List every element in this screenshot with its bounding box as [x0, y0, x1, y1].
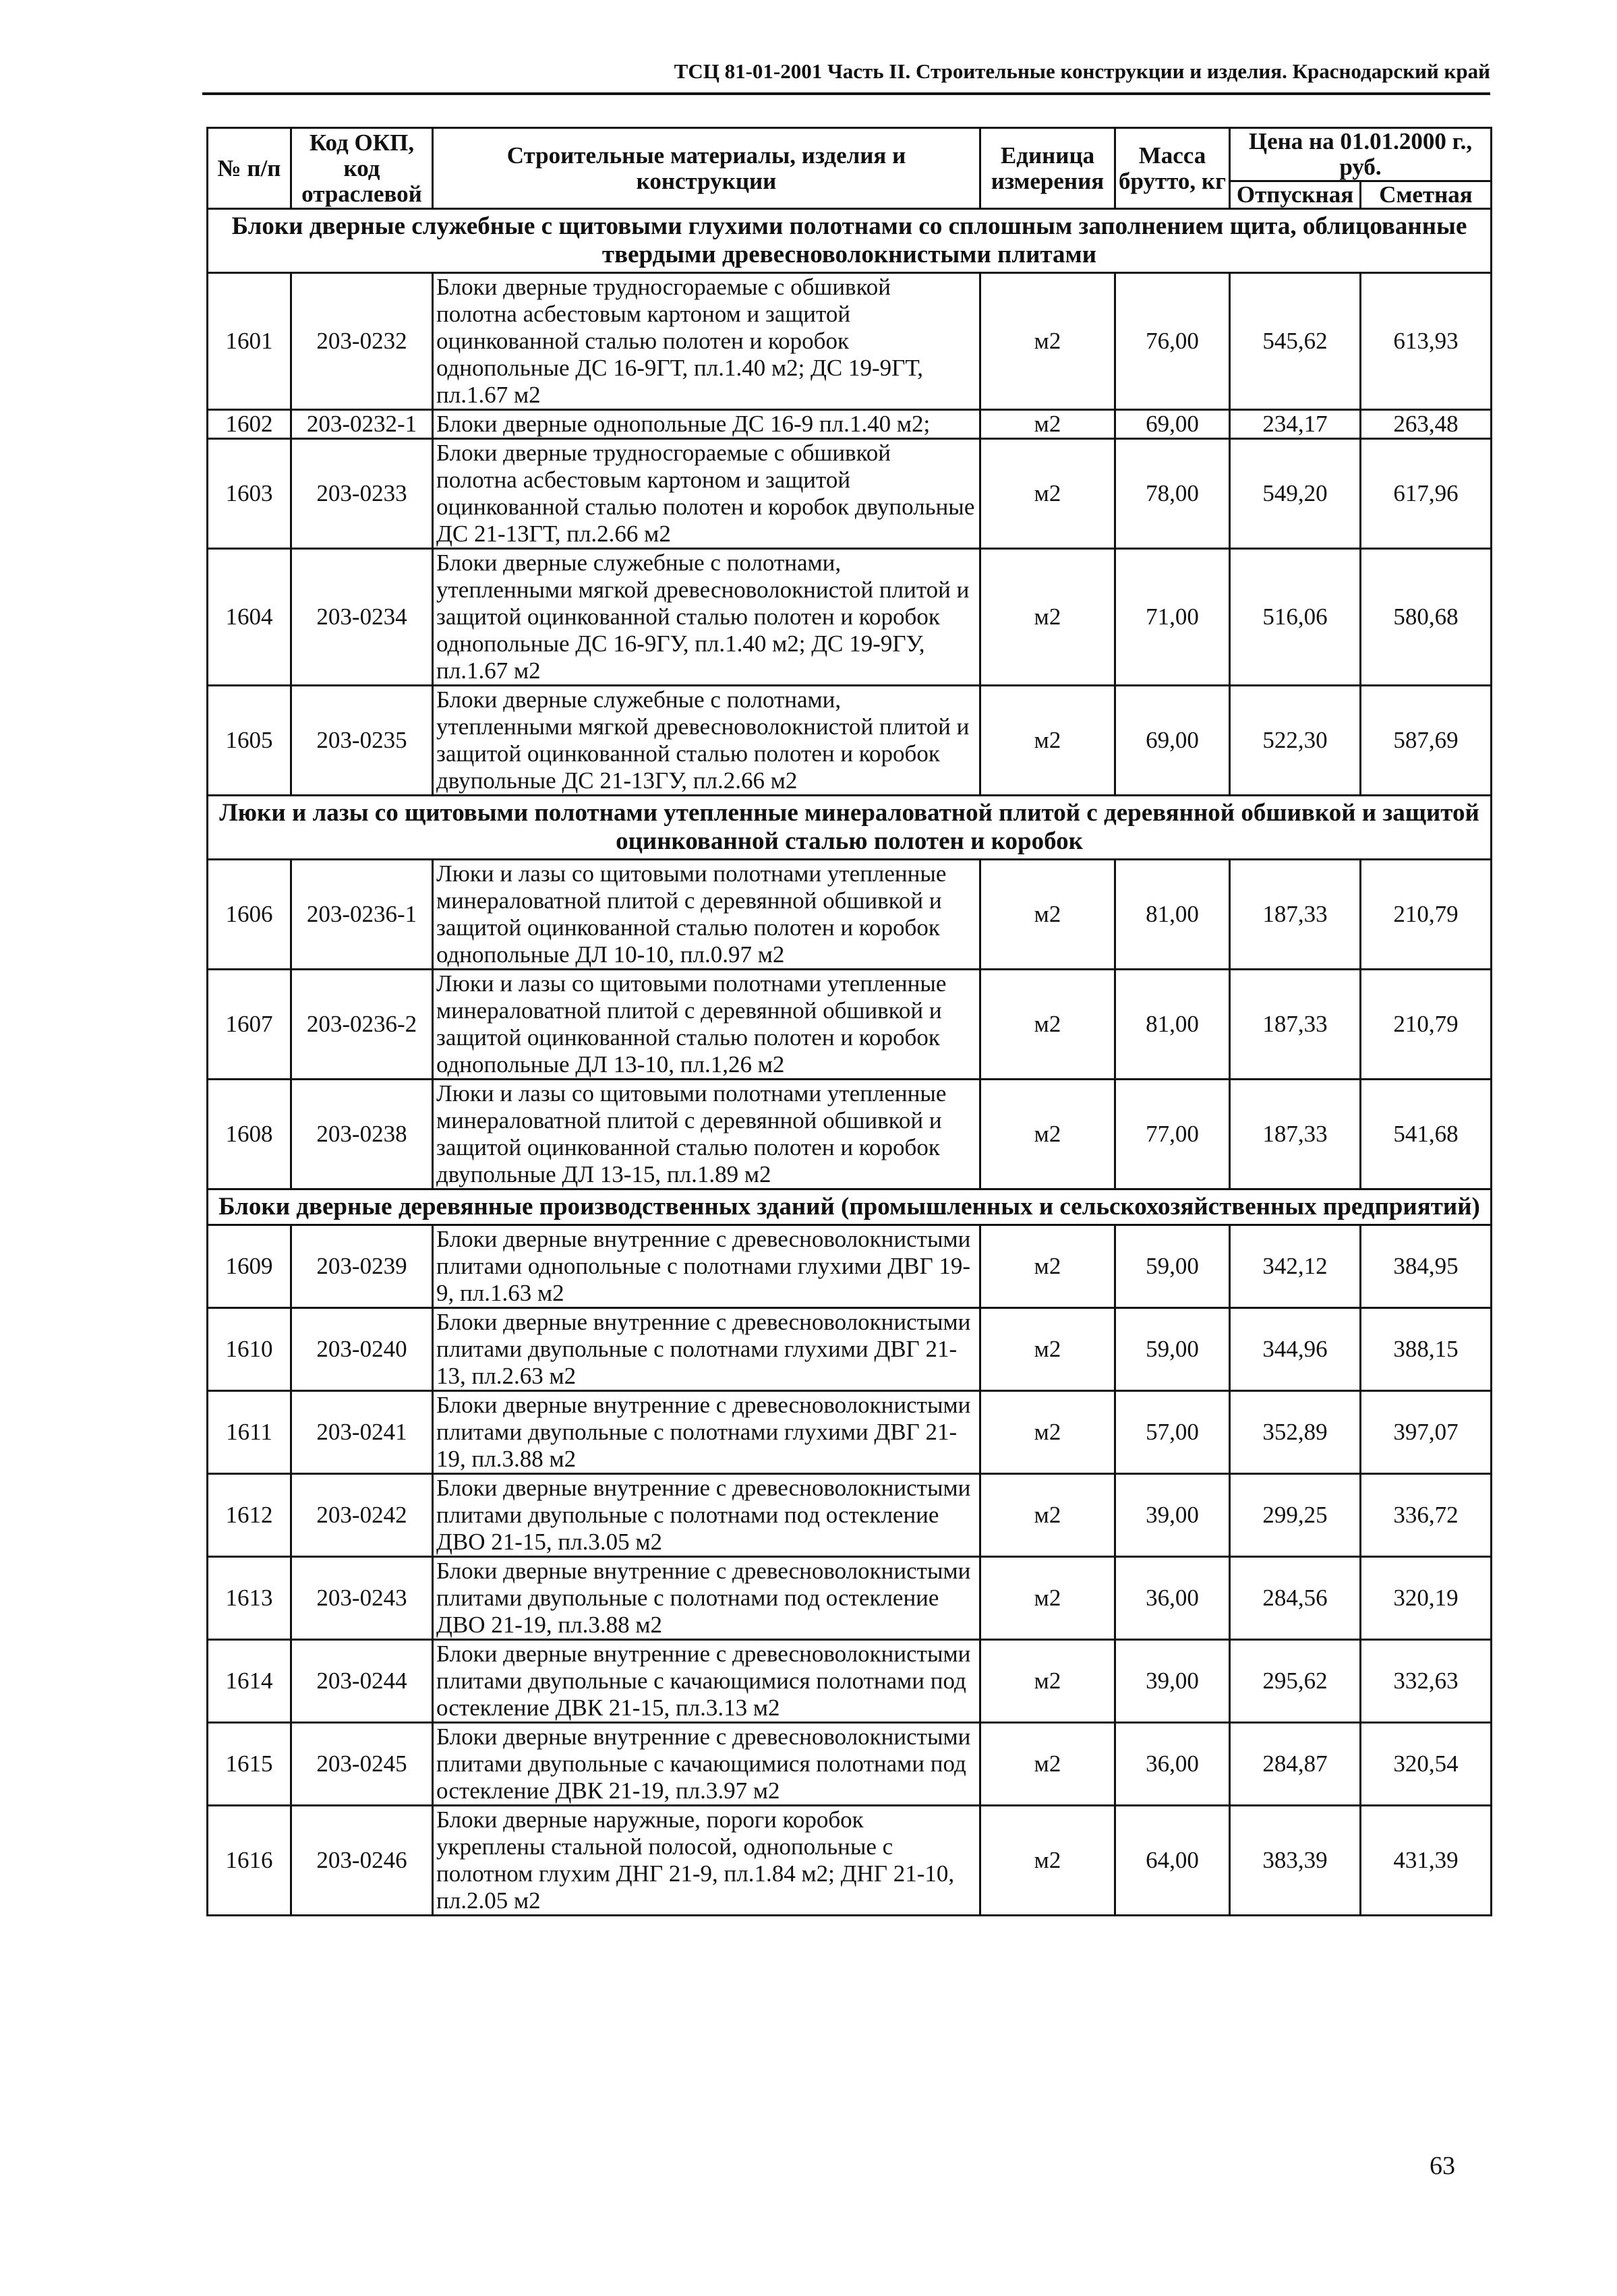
cell-num: 1611	[208, 1391, 291, 1474]
cell-price-estimate: 617,96	[1361, 439, 1492, 549]
cell-name: Блоки дверные однопольные ДС 16-9 пл.1.40 м2;	[433, 410, 980, 439]
table-row	[208, 1723, 1492, 1806]
cell-price-estimate: 210,79	[1361, 970, 1492, 1080]
table-row	[208, 273, 1492, 410]
cell-price-estimate: 336,72	[1361, 1474, 1492, 1557]
cell-code: 203-0235	[291, 686, 433, 796]
cell-num: 1603	[208, 439, 291, 549]
cell-price-estimate: 431,39	[1361, 1806, 1492, 1916]
cell-price-release: 187,33	[1230, 1080, 1361, 1189]
cell-mass: 57,00	[1115, 1391, 1230, 1474]
table-row	[208, 1080, 1492, 1189]
cell-name: Блоки дверные наружные, пороги коробок укреплены стальной полосой, однопольные с полотном глухим ДНГ 21-9, пл.1.84 м2; ДНГ 21-10, пл.2.05 м2	[433, 1806, 980, 1916]
cell-unit: м2	[980, 970, 1115, 1080]
cell-mass: 69,00	[1115, 410, 1230, 439]
cell-num: 1615	[208, 1723, 291, 1806]
cell-code: 203-0241	[291, 1391, 433, 1474]
cell-unit: м2	[980, 1308, 1115, 1391]
running-header: ТСЦ 81-01-2001 Часть II. Строительные конструкции и изделия. Краснодарский край	[674, 59, 1490, 83]
cell-mass: 76,00	[1115, 273, 1230, 410]
cell-code: 203-0240	[291, 1308, 433, 1391]
col-num-header: № п/п	[208, 128, 291, 209]
col-unit-header: Единица измерения	[980, 128, 1115, 209]
cell-code: 203-0239	[291, 1225, 433, 1308]
cell-unit: м2	[980, 860, 1115, 970]
cell-price-release: 516,06	[1230, 549, 1361, 686]
cell-unit: м2	[980, 1080, 1115, 1189]
cell-price-release: 522,30	[1230, 686, 1361, 796]
section-row	[208, 796, 1492, 860]
cell-unit: м2	[980, 1640, 1115, 1723]
cell-mass: 36,00	[1115, 1557, 1230, 1640]
cell-price-estimate: 580,68	[1361, 549, 1492, 686]
cell-mass: 36,00	[1115, 1723, 1230, 1806]
col-price-group-header: Цена на 01.01.2000 г., руб.	[1230, 128, 1492, 181]
table-row	[208, 549, 1492, 686]
cell-name: Блоки дверные внутренние с древесноволокнистыми плитами двупольные с полотнами глухими ДВГ 21-19, пл.3.88 м2	[433, 1391, 980, 1474]
cell-price-release: 383,39	[1230, 1806, 1361, 1916]
cell-unit: м2	[980, 439, 1115, 549]
cell-name: Блоки дверные внутренние с древесноволокнистыми плитами двупольные с полотнами под остекление ДВО 21-15, пл.3.05 м2	[433, 1474, 980, 1557]
cell-code: 203-0232-1	[291, 410, 433, 439]
cell-price-estimate: 332,63	[1361, 1640, 1492, 1723]
table-row	[208, 1391, 1492, 1474]
cell-unit: м2	[980, 410, 1115, 439]
cell-price-release: 344,96	[1230, 1308, 1361, 1391]
cell-price-release: 284,56	[1230, 1557, 1361, 1640]
cell-num: 1610	[208, 1308, 291, 1391]
cell-unit: м2	[980, 1391, 1115, 1474]
cell-mass: 71,00	[1115, 549, 1230, 686]
col-price-release-header: Отпускная	[1230, 181, 1361, 209]
cell-mass: 39,00	[1115, 1640, 1230, 1723]
table-row	[208, 439, 1492, 549]
cell-mass: 64,00	[1115, 1806, 1230, 1916]
cell-code: 203-0234	[291, 549, 433, 686]
cell-name: Блоки дверные внутренние с древесноволокнистыми плитами двупольные с качающимися полотнами под остекление ДВК 21-15, пл.3.13 м2	[433, 1640, 980, 1723]
cell-name: Блоки дверные трудносгораемые с обшивкой полотна асбестовым картоном и защитой оцинкованной сталью полотен и коробок двупольные ДС 21-13ГТ, пл.2.66 м2	[433, 439, 980, 549]
table-row	[208, 1806, 1492, 1916]
cell-code: 203-0242	[291, 1474, 433, 1557]
table-body	[208, 209, 1492, 1916]
cell-num: 1605	[208, 686, 291, 796]
cell-num: 1608	[208, 1080, 291, 1189]
cell-name: Блоки дверные внутренние с древесноволокнистыми плитами двупольные с качающимися полотнами под остекление ДВК 21-19, пл.3.97 м2	[433, 1723, 980, 1806]
col-mass-header: Масса брутто, кг	[1115, 128, 1230, 209]
cell-mass: 59,00	[1115, 1225, 1230, 1308]
col-code-header: Код ОКП, код отраслевой	[291, 128, 433, 209]
cell-name: Блоки дверные внутренние с древесноволокнистыми плитами однопольные с полотнами глухими ДВГ 19-9, пл.1.63 м2	[433, 1225, 980, 1308]
cell-num: 1602	[208, 410, 291, 439]
cell-price-release: 234,17	[1230, 410, 1361, 439]
page-number: 63	[1430, 2152, 1455, 2180]
cell-price-estimate: 384,95	[1361, 1225, 1492, 1308]
cell-code: 203-0245	[291, 1723, 433, 1806]
cell-price-release: 299,25	[1230, 1474, 1361, 1557]
cell-price-estimate: 388,15	[1361, 1308, 1492, 1391]
cell-price-release: 187,33	[1230, 860, 1361, 970]
cell-price-estimate: 263,48	[1361, 410, 1492, 439]
cell-mass: 59,00	[1115, 1308, 1230, 1391]
cell-unit: м2	[980, 1806, 1115, 1916]
cell-price-estimate: 541,68	[1361, 1080, 1492, 1189]
cell-mass: 69,00	[1115, 686, 1230, 796]
cell-num: 1606	[208, 860, 291, 970]
cell-num: 1609	[208, 1225, 291, 1308]
col-price-estimate-header: Сметная	[1361, 181, 1492, 209]
cell-price-release: 342,12	[1230, 1225, 1361, 1308]
col-name-header: Строительные материалы, изделия и конструкции	[433, 128, 980, 209]
cell-price-estimate: 613,93	[1361, 273, 1492, 410]
cell-num: 1604	[208, 549, 291, 686]
cell-name: Люки и лазы со щитовыми полотнами утепленные минераловатной плитой с деревянной обшивкой и защитой оцинкованной сталью полотен и коробок однопольные ДЛ 13-10, пл.1,26 м2	[433, 970, 980, 1080]
cell-name: Блоки дверные служебные с полотнами, утепленными мягкой древесноволокнистой плитой и защитой оцинкованной сталью полотен и коробок однопольные ДС 16-9ГУ, пл.1.40 м2; ДС 19-9ГУ, пл.1.67 м2	[433, 549, 980, 686]
cell-unit: м2	[980, 686, 1115, 796]
cell-num: 1613	[208, 1557, 291, 1640]
cell-mass: 81,00	[1115, 970, 1230, 1080]
price-table	[206, 127, 1492, 1916]
section-row	[208, 1189, 1492, 1225]
cell-name: Блоки дверные служебные с полотнами, утепленными мягкой древесноволокнистой плитой и защитой оцинкованной сталью полотен и коробок двупольные ДС 21-13ГУ, пл.2.66 м2	[433, 686, 980, 796]
cell-price-estimate: 210,79	[1361, 860, 1492, 970]
section-row	[208, 209, 1492, 273]
cell-name: Блоки дверные внутренние с древесноволокнистыми плитами двупольные с полотнами глухими ДВГ 21-13, пл.2.63 м2	[433, 1308, 980, 1391]
cell-num: 1607	[208, 970, 291, 1080]
cell-price-release: 545,62	[1230, 273, 1361, 410]
cell-code: 203-0246	[291, 1806, 433, 1916]
cell-unit: м2	[980, 549, 1115, 686]
cell-mass: 81,00	[1115, 860, 1230, 970]
cell-unit: м2	[980, 1474, 1115, 1557]
cell-code: 203-0244	[291, 1640, 433, 1723]
cell-num: 1616	[208, 1806, 291, 1916]
cell-name: Люки и лазы со щитовыми полотнами утепленные минераловатной плитой с деревянной обшивкой и защитой оцинкованной сталью полотен и коробок однопольные ДЛ 10-10, пл.0.97 м2	[433, 860, 980, 970]
cell-code: 203-0243	[291, 1557, 433, 1640]
cell-code: 203-0236-2	[291, 970, 433, 1080]
cell-unit: м2	[980, 1225, 1115, 1308]
cell-code: 203-0236-1	[291, 860, 433, 970]
table-header	[208, 128, 1492, 209]
cell-code: 203-0232	[291, 273, 433, 410]
section-title: Люки и лазы со щитовыми полотнами утепленные минераловатной плитой с деревянной обшивкой и защитой оцинкованной сталью полотен и коробок	[208, 796, 1492, 860]
table-row	[208, 860, 1492, 970]
cell-num: 1612	[208, 1474, 291, 1557]
header-rule	[202, 92, 1490, 95]
cell-unit: м2	[980, 1557, 1115, 1640]
cell-price-release: 295,62	[1230, 1640, 1361, 1723]
cell-price-estimate: 320,19	[1361, 1557, 1492, 1640]
table-row	[208, 970, 1492, 1080]
cell-mass: 78,00	[1115, 439, 1230, 549]
table-row	[208, 1474, 1492, 1557]
table-row	[208, 1308, 1492, 1391]
section-title: Блоки дверные деревянные производственных зданий (промышленных и сельскохозяйственных предприятий)	[208, 1189, 1492, 1225]
table-row	[208, 686, 1492, 796]
cell-price-release: 284,87	[1230, 1723, 1361, 1806]
cell-num: 1601	[208, 273, 291, 410]
cell-mass: 77,00	[1115, 1080, 1230, 1189]
cell-unit: м2	[980, 273, 1115, 410]
table-row	[208, 1557, 1492, 1640]
cell-price-release: 187,33	[1230, 970, 1361, 1080]
cell-price-release: 549,20	[1230, 439, 1361, 549]
cell-code: 203-0238	[291, 1080, 433, 1189]
section-title: Блоки дверные служебные с щитовыми глухими полотнами со сплошным заполнением щита, облицованные твердыми древесноволокнистыми плитами	[208, 209, 1492, 273]
table-row	[208, 1640, 1492, 1723]
cell-price-estimate: 587,69	[1361, 686, 1492, 796]
cell-price-estimate: 397,07	[1361, 1391, 1492, 1474]
cell-code: 203-0233	[291, 439, 433, 549]
cell-name: Блоки дверные трудносгораемые с обшивкой полотна асбестовым картоном и защитой оцинкованной сталью полотен и коробок однопольные ДС 16-9ГТ, пл.1.40 м2; ДС 19-9ГТ, пл.1.67 м2	[433, 273, 980, 410]
cell-name: Блоки дверные внутренние с древесноволокнистыми плитами двупольные с полотнами под остекление ДВО 21-19, пл.3.88 м2	[433, 1557, 980, 1640]
cell-mass: 39,00	[1115, 1474, 1230, 1557]
cell-unit: м2	[980, 1723, 1115, 1806]
table-row	[208, 410, 1492, 439]
cell-price-release: 352,89	[1230, 1391, 1361, 1474]
cell-price-estimate: 320,54	[1361, 1723, 1492, 1806]
cell-num: 1614	[208, 1640, 291, 1723]
cell-name: Люки и лазы со щитовыми полотнами утепленные минераловатной плитой с деревянной обшивкой и защитой оцинкованной сталью полотен и коробок двупольные ДЛ 13-15, пл.1.89 м2	[433, 1080, 980, 1189]
table-row	[208, 1225, 1492, 1308]
